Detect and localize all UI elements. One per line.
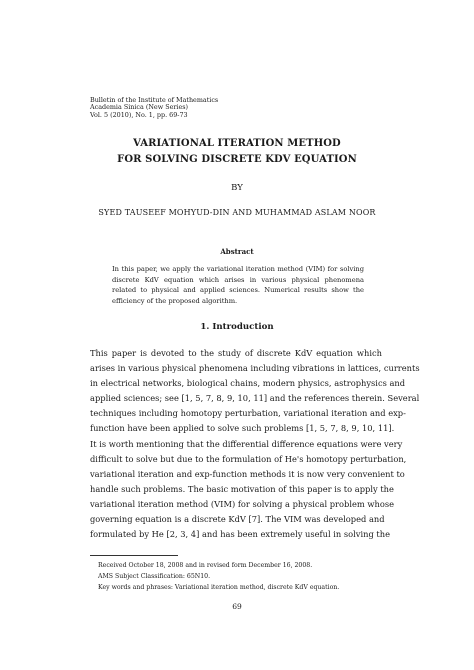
body-line: techniques including homotopy perturbation, variational iteration and exp- (90, 408, 406, 419)
body-line: variational iteration and exp-function methods it is now very convenient to (90, 468, 405, 479)
abstract-text: In this paper, we apply the variational iteration method (VIM) for solving discrete KdV equation which arises in various physical phenomena related to physical and applied sciences. Numerical results show the efficiency of the proposed algorithm. (112, 265, 364, 305)
journal-name: Bulletin of the Institute of Mathematics (90, 96, 219, 104)
journal-header (90, 97, 218, 119)
journal-publisher: Academia Sinica (New Series) (90, 103, 189, 112)
footnote-keywords: Key words and phrases: Variational iteration method, discrete KdV equation. (98, 584, 340, 591)
body-paragraph (90, 346, 420, 542)
paper-title-line-2: FOR SOLVING DISCRETE KDV EQUATION (117, 154, 357, 165)
section-heading: 1. Introduction (200, 322, 274, 332)
body-line: function have been applied to solve such problems [1, 5, 7, 8, 9, 10, 11]. (90, 423, 395, 434)
body-line: It is worth mentioning that the differential difference equations were very (90, 438, 403, 449)
page-number: 69 (232, 602, 242, 611)
footnotes (90, 560, 390, 593)
body-line: applied sciences; see [1, 5, 7, 8, 9, 10, 11] and the references therein. Several (90, 393, 420, 404)
journal-volume: Vol. 5 (2010), No. 1, pp. 69-73 (90, 110, 188, 119)
body-line: handle such problems. The basic motivation of this paper is to apply the (90, 483, 394, 494)
body-line: variational iteration method (VIM) for solving a physical problem whose (90, 498, 395, 509)
by-label: BY (231, 183, 243, 193)
body-line: arises in various physical phenomena including vibrations in lattices, currents (90, 363, 420, 374)
paper-title-line-1: VARIATIONAL ITERATION METHOD (133, 138, 341, 149)
footnote-received: Received October 18, 2008 and in revised form December 16, 2008. (98, 562, 313, 569)
authors: SYED TAUSEEF MOHYUD-DIN AND MUHAMMAD ASLAM NOOR (98, 208, 376, 217)
body-line: difficult to solve but due to the formulation of He's homotopy perturbation, (90, 453, 407, 464)
body-line: governing equation is a discrete KdV [7]. The VIM was developed and (90, 514, 385, 525)
footnote-ams: AMS Subject Classification: 65N10. (98, 573, 211, 580)
body-line: formulated by He [2, 3, 4] and has been extremely useful in solving the (90, 529, 391, 540)
body-line: in electrical networks, biological chains, modern physics, astrophysics and (90, 378, 406, 389)
footnote-rule (90, 555, 178, 556)
body-line: This paper is devoted to the study of discrete KdV equation which (90, 348, 382, 358)
abstract-heading: Abstract (220, 247, 254, 256)
